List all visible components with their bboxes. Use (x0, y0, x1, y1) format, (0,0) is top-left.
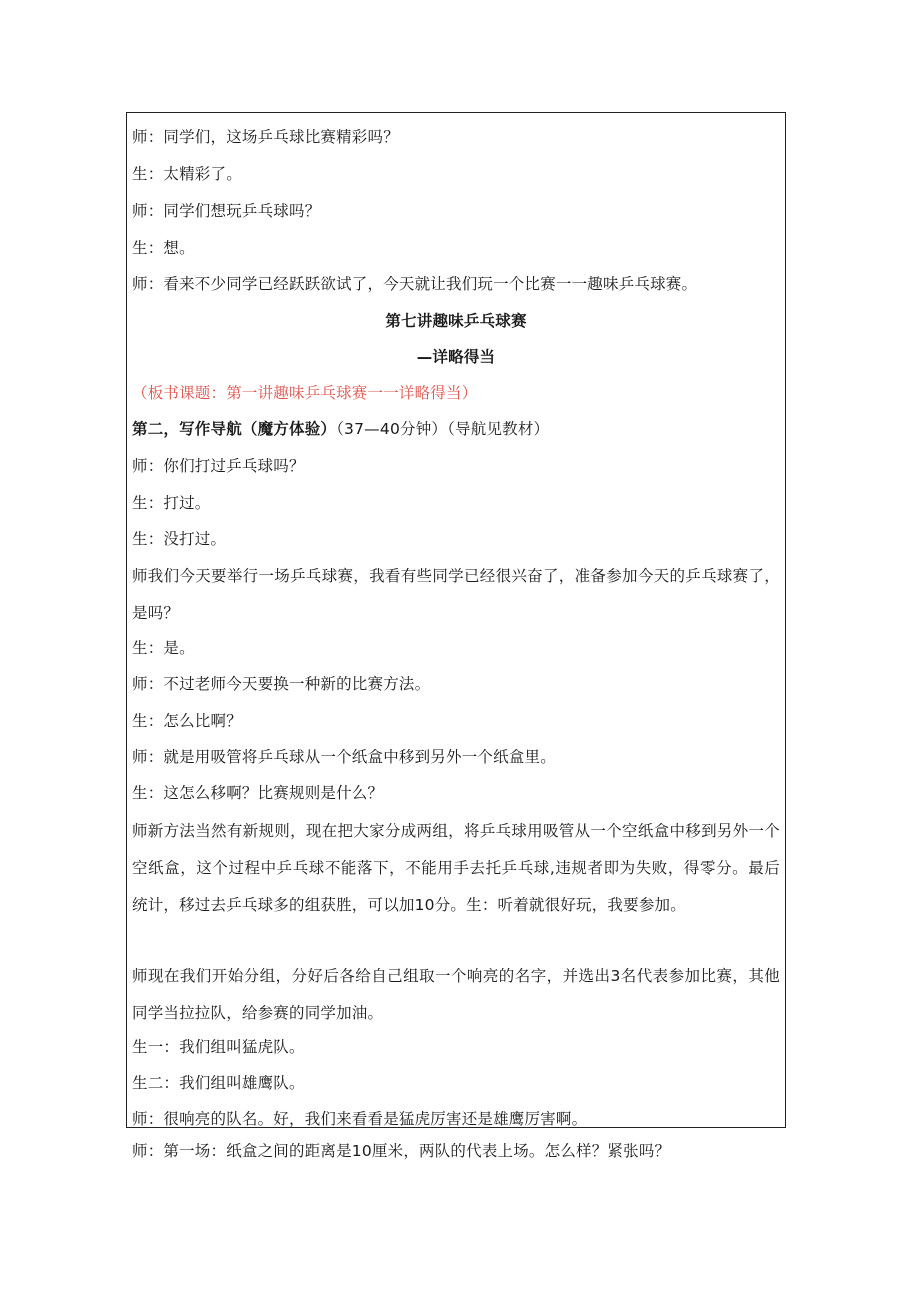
dialogue-line: 生：怎么比啊？ (132, 712, 242, 730)
dialogue-line: 生：想。 (132, 239, 195, 257)
dialogue-line: 生二：我们组叫雄鹰队。 (132, 1074, 305, 1092)
blackboard-note: （板书课题：第一讲趣味乒乓球赛一一详略得当） (132, 384, 478, 402)
dialogue-line: 生：太精彩了。 (132, 165, 242, 183)
dialogue-line: 师：同学们想玩乒乓球吗？ (132, 202, 321, 220)
rules-paragraph: 师新方法当然有新规则，现在把大家分成两组，将乒乓球用吸管从一个空纸盒中移到另外一个空纸盒，这个过程中乒乓球不能落下，不能用手去托乒乓球,违规者即为失败，得零分。最后统计，移过去乒乓球多的组获胜，可以加10分。生：听着就很好玩，我要参加。 (132, 822, 780, 914)
dialogue-line: 师：就是用吸管将乒乓球从一个纸盒中移到另外一个纸盒里。 (132, 748, 556, 766)
dialogue-line: 师：同学们，这场乒乓球比赛精彩吗？ (132, 128, 399, 146)
dialogue-line: 师：不过老师今天要换一种新的比赛方法。 (132, 675, 431, 693)
lesson-subtitle: —详略得当 (416, 348, 496, 366)
dialogue-line: 生一：我们组叫猛虎队。 (132, 1038, 305, 1056)
dialogue-line: 生：是。 (132, 639, 195, 657)
dialogue-line: 生：这怎么移啊？比赛规则是什么？ (132, 784, 384, 802)
dialogue-line: 生：打过。 (132, 494, 211, 512)
dialogue-line: 师：看来不少同学已经跃跃欲试了，今天就让我们玩一个比赛一一趣味乒乓球赛。 (132, 275, 698, 293)
dialogue-paragraph: 师我们今天要举行一场乒乓球赛，我看有些同学已经很兴奋了，准备参加今天的乒乓球赛了，是吗？ (132, 567, 780, 622)
dialogue-line: 生：没打过。 (132, 530, 227, 548)
section-heading-detail: （37—40分钟）（导航见教材） (336, 420, 550, 438)
dialogue-line: 师：很响亮的队名。好，我们来看看是猛虎厉害还是雄鹰厉害啊。 (132, 1110, 588, 1128)
lesson-title: 第七讲趣味乒乓球赛 (385, 312, 527, 330)
section-heading-label: 第二，写作导航（魔方体验） (132, 420, 337, 438)
dialogue-line: 师：你们打过乒乓球吗？ (132, 457, 305, 475)
dialogue-line-outside: 师：第一场：纸盒之间的距离是10厘米，两队的代表上场。怎么样？紧张吗？ (132, 1142, 671, 1160)
section-heading (132, 418, 549, 440)
grouping-paragraph: 师现在我们开始分组，分好后各给自己组取一个响亮的名字，并选出3名代表参加比赛，其他同学当拉拉队，给参赛的同学加油。 (132, 967, 780, 1022)
